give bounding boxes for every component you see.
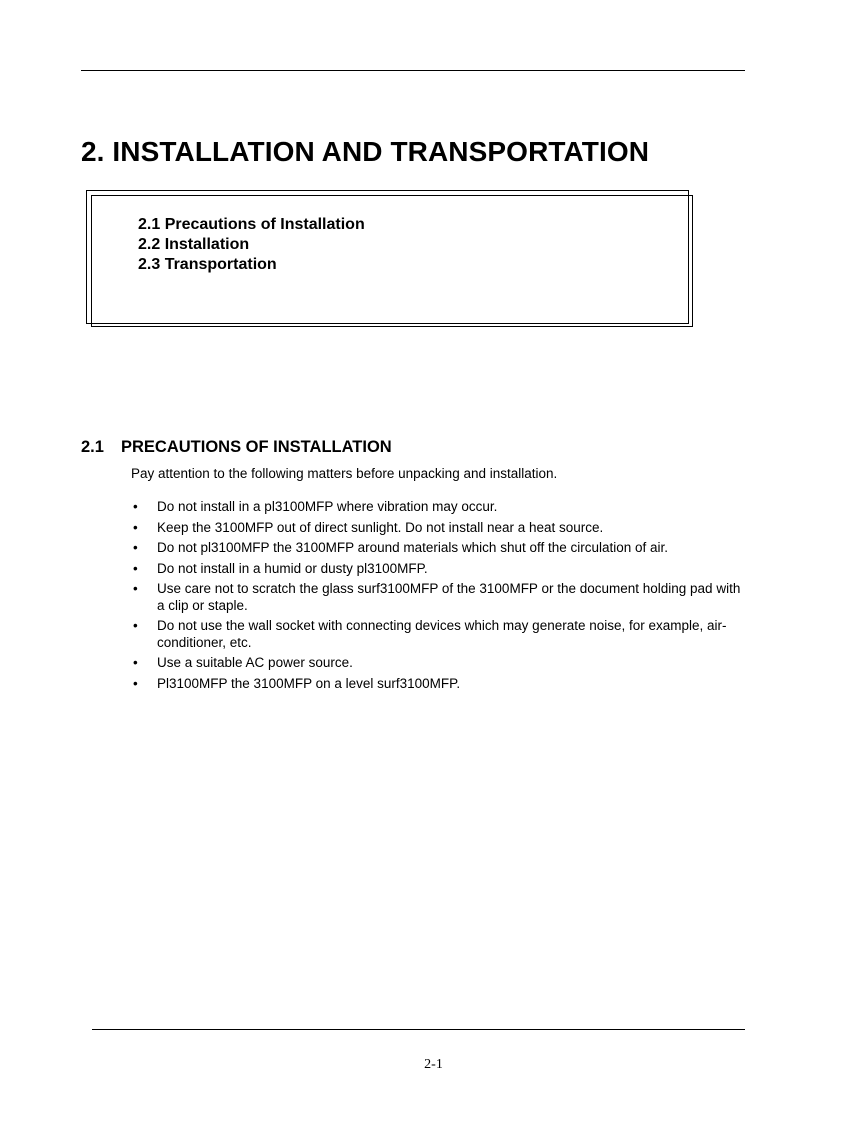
- toc-list: [138, 215, 365, 275]
- list-item-text: Do not pl3100MFP the 3100MFP around materials which shut off the circulation of air.: [157, 540, 669, 555]
- list-item: [131, 655, 751, 672]
- chapter-title: 2. INSTALLATION AND TRANSPORTATION: [81, 136, 650, 167]
- list-item-text: Use care not to scratch the glass surf3100MFP of the 3100MFP or the document holding pad with a clip or staple.: [157, 581, 741, 613]
- bullet-icon: •: [133, 560, 138, 576]
- list-item-text: Do not install in a pl3100MFP where vibration may occur.: [157, 499, 498, 514]
- section-number: 2.1: [81, 438, 104, 456]
- precautions-list: [131, 499, 751, 696]
- toc-item: 2.1 Precautions of Installation: [138, 216, 365, 233]
- section-title: PRECAUTIONS OF INSTALLATION: [121, 438, 392, 456]
- bullet-icon: •: [133, 618, 138, 633]
- list-item: [131, 520, 751, 537]
- bullet-icon: •: [133, 655, 138, 670]
- list-item-text: Keep the 3100MFP out of direct sunlight. Do not install near a heat source.: [157, 519, 604, 535]
- bullet-icon: •: [133, 519, 138, 535]
- page-number: 2-1: [424, 1057, 443, 1072]
- bullet-icon: •: [133, 499, 138, 514]
- bullet-icon: •: [133, 581, 138, 596]
- list-item-text: Do not install in a humid or dusty pl3100MFP.: [157, 560, 428, 576]
- toc-item: 2.2 Installation: [138, 236, 250, 253]
- section-heading: [81, 438, 392, 457]
- header-rule: [81, 70, 745, 71]
- bullet-icon: •: [133, 540, 138, 555]
- list-item: [131, 499, 751, 516]
- list-item: [131, 540, 751, 557]
- list-item: [131, 561, 751, 578]
- list-item-text: Do not use the wall socket with connecting devices which may generate noise, for example, air-conditioner, etc.: [157, 618, 727, 650]
- list-item-text: Pl3100MFP the 3100MFP on a level surf3100MFP.: [157, 675, 461, 691]
- toc-item: 2.3 Transportation: [138, 256, 277, 273]
- list-item-text: Use a suitable AC power source.: [157, 655, 353, 670]
- list-item: [131, 618, 751, 651]
- section-intro: Pay attention to the following matters before unpacking and installation.: [131, 466, 558, 481]
- list-item: [131, 676, 751, 693]
- list-item: [131, 581, 751, 614]
- bullet-icon: •: [133, 675, 138, 691]
- footer-rule: [92, 1029, 745, 1030]
